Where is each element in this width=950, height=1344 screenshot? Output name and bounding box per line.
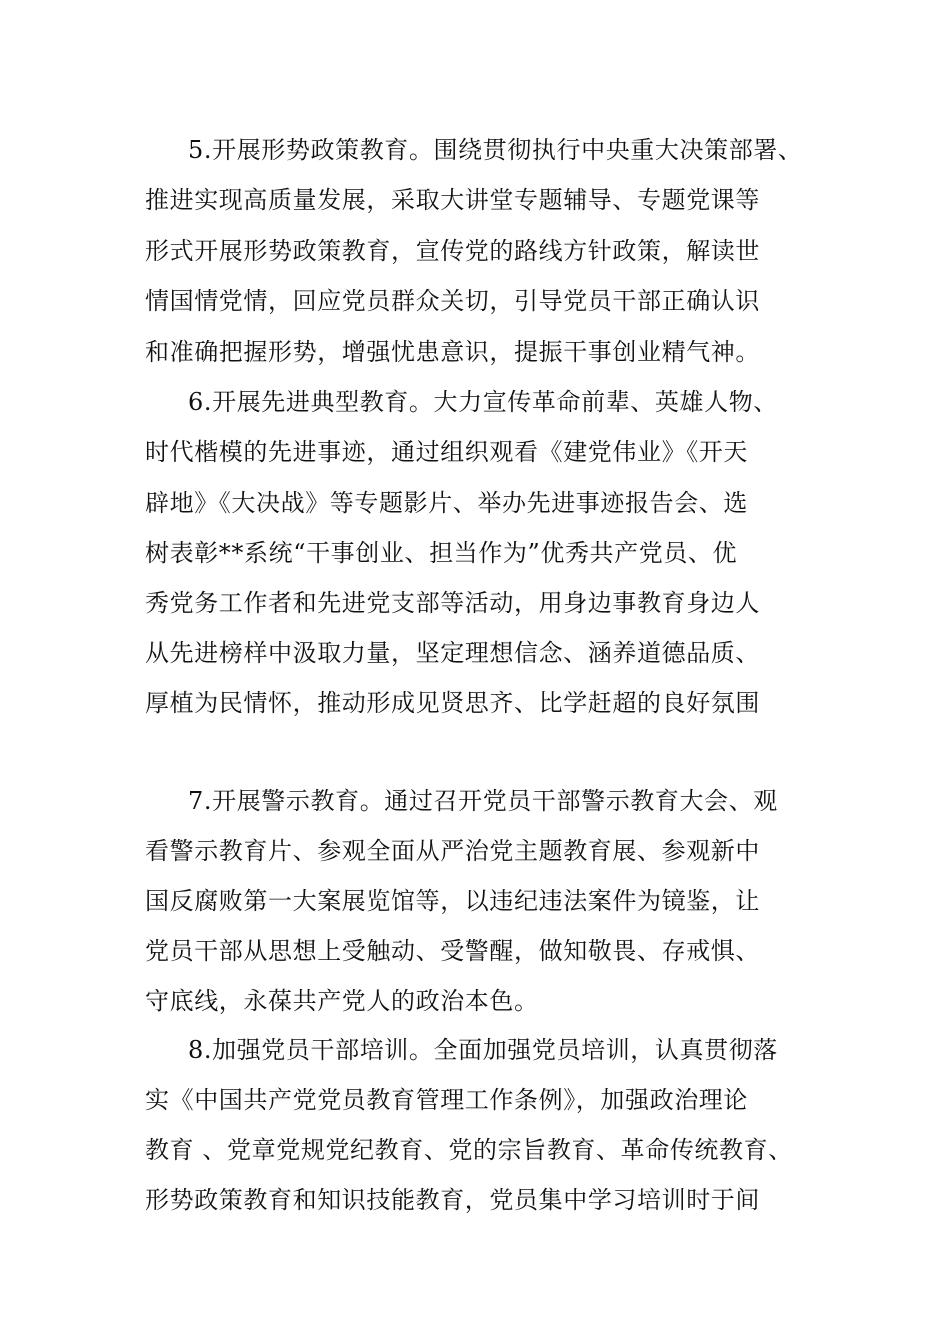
- paragraph-line: 和准确把握形势，增强忧患意识，提振干事创业精气神。: [145, 338, 760, 366]
- paragraph-line: 厚植为民情怀，推动形成见贤思齐、比学赶超的良好氛围: [145, 689, 760, 717]
- paragraph-line: 7.开展警示教育。通过召开党员干部警示教育大会、观: [188, 787, 778, 815]
- paragraph-line: 党员干部从思想上受触动、受警醒，做知敬畏、存戒惧、: [145, 937, 760, 965]
- paragraph-line: 看警示教育片、参观全面从严治党主题教育展、参观新中: [145, 837, 760, 865]
- paragraph-line: 辟地》《大决战》等专题影片、举办先进事迹报告会、选: [145, 489, 748, 517]
- paragraph-line: 形式开展形势政策教育，宣传党的路线方针政策，解读世: [145, 237, 760, 265]
- paragraph-line: 实《中国共产党党员教育管理工作条例》，加强政治理论: [145, 1086, 748, 1114]
- paragraph-line: 8.加强党员干部培训。全面加强党员培训，认真贯彻落: [188, 1036, 778, 1064]
- paragraph-line: 推进实现高质量发展，采取大讲堂专题辅导、专题党课等: [145, 186, 760, 214]
- paragraph-line: 从先进榜样中汲取力量，坚定理想信念、涵养道德品质、: [145, 639, 760, 667]
- paragraph-line: 6.开展先进典型教育。大力宣传革命前辈、英雄人物、: [188, 388, 778, 416]
- paragraph-line: 形势政策教育和知识技能教育，党员集中学习培训时于间: [145, 1186, 760, 1214]
- paragraph-line: 时代楷模的先进事迹，通过组织观看《建党伟业》《开天: [145, 438, 748, 466]
- paragraph-line: 树表彰**系统“干事创业、担当作为”优秀共产党员、优: [145, 539, 738, 567]
- paragraph-line: 教育 、党章党规党纪教育、党的宗旨教育、革命传统教育、: [145, 1136, 793, 1164]
- paragraph-line: 国反腐败第一大案展览馆等，以违纪违法案件为镜鉴，让: [145, 887, 760, 915]
- paragraph-line: 秀党务工作者和先进党支部等活动，用身边事教育身边人: [145, 589, 760, 617]
- paragraph-line: 守底线，永葆共产党人的政治本色。: [145, 987, 539, 1015]
- paragraph-line: 5.开展形势政策教育。围绕贯彻执行中央重大决策部署、: [188, 136, 803, 164]
- paragraph-line: 情国情党情，回应党员群众关切，引导党员干部正确认识: [145, 287, 760, 315]
